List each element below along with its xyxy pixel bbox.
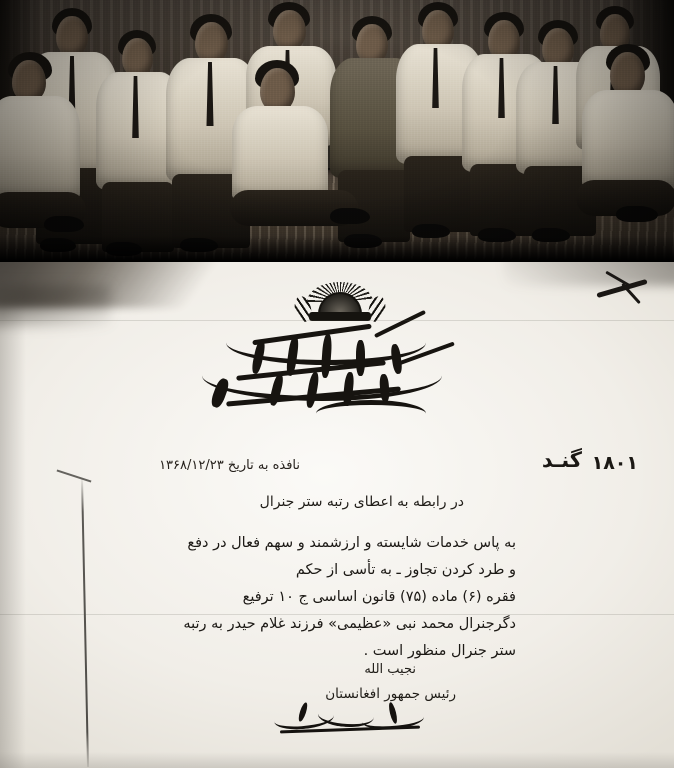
calligraphic-heading (196, 314, 496, 424)
paper-edge-left (0, 262, 26, 768)
decree-document (0, 262, 674, 768)
decree-body (183, 530, 516, 665)
decree-date-value: ۱۳۶۸/۱۲/۲۳ (159, 458, 224, 473)
margin-ink-mark (594, 272, 656, 306)
signatory-name: نجیب الله (364, 662, 416, 677)
signatory-title: رئیس جمهور افغانستان (325, 686, 456, 702)
decree-body-line: دگرجنرال محمد نبی «عظیمی» فرزند غلام حیدر به رتبه (183, 616, 516, 632)
decree-body-line: فقره (۶) ماده (۷۵) قانون اساسی ج ۱۰ ترفیع (242, 589, 516, 605)
paper-edge-bottom (0, 752, 674, 768)
decree-body-line: و طرد کردن تجاوز ـ به تأسی از حکم (295, 562, 516, 578)
decree-body-line: ستر جنرال منظور است . (363, 643, 516, 659)
decree-number-label: گنـد (541, 448, 582, 472)
decree-date (60, 458, 300, 473)
signature-scrawl (270, 702, 450, 742)
group-photograph (0, 0, 674, 262)
scan-artifact-line (0, 320, 674, 321)
decree-number-value: ۱۸۰۱ (591, 452, 638, 474)
decree-date-label: نافذه به تاریخ (227, 458, 300, 473)
decree-body-line: به پاس خدمات شایسته و ارزشمند و سهم فعال در دفع (187, 535, 516, 551)
decree-subject: در رابطه به اعطای رتبه ستر جنرال (259, 494, 464, 510)
scan-artifact-line (0, 614, 674, 615)
